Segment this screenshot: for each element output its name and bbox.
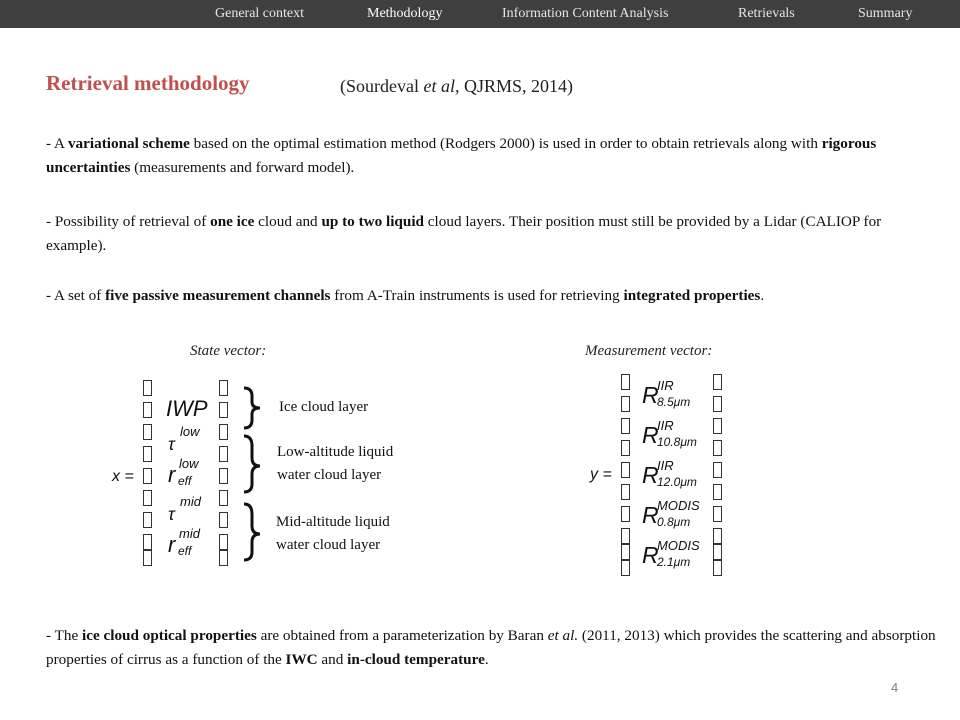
matrix-bracket-glyph bbox=[143, 490, 152, 506]
matrix-bracket-glyph bbox=[713, 560, 722, 576]
matrix-bracket-glyph bbox=[621, 560, 630, 576]
matrix-bracket-glyph bbox=[621, 396, 630, 412]
measurement-entry-iir-8-5 bbox=[642, 378, 712, 412]
p2-bold-2: up to two liquid bbox=[321, 213, 424, 230]
nav-item-methodology[interactable]: Methodology bbox=[367, 6, 443, 21]
p1-text-2: based on the optimal estimation method (Rodgers 2000) is used in order to obtain retrievals along with bbox=[189, 135, 822, 152]
top-nav-bar bbox=[0, 0, 960, 28]
matrix-bracket-glyph bbox=[713, 484, 722, 500]
matrix-bracket-glyph bbox=[143, 468, 152, 484]
p3-bold-2: integrated properties bbox=[623, 287, 761, 304]
layer-label-low bbox=[277, 441, 393, 487]
page-number: 4 bbox=[891, 680, 899, 695]
citation-et-al: et al, bbox=[423, 76, 460, 96]
matrix-bracket-glyph bbox=[143, 424, 152, 440]
layer-label-low-line1: Low-altitude liquid bbox=[277, 444, 394, 460]
brace-ice bbox=[244, 388, 260, 428]
state-vector-symbol: x = bbox=[112, 468, 134, 485]
p2-text-3: cloud layers. Their position must still be provided by a Lidar (CALIOP for example). bbox=[46, 213, 882, 254]
reff-low-superscript: low bbox=[179, 456, 199, 471]
matrix-bracket-glyph bbox=[143, 380, 152, 396]
matrix-bracket-glyph bbox=[713, 418, 722, 434]
p4-text-4: and bbox=[317, 651, 348, 668]
p1-text-3: (measurements and forward model). bbox=[130, 159, 355, 176]
reff-subscript: eff bbox=[178, 474, 192, 488]
matrix-bracket-glyph bbox=[219, 424, 228, 440]
p1-bold-2: rigorous uncertainties bbox=[46, 135, 877, 176]
nav-item-retrievals[interactable]: Retrievals bbox=[738, 6, 795, 21]
channel-wavelength: 10.8μm bbox=[657, 435, 697, 449]
radiance-symbol: R bbox=[642, 462, 659, 488]
layer-label-low-line2: water cloud layer bbox=[277, 467, 382, 483]
channel-wavelength: 12.0μm bbox=[657, 475, 697, 489]
matrix-bracket-glyph bbox=[143, 534, 152, 550]
channel-instrument: IIR bbox=[657, 458, 674, 473]
radiance-symbol: R bbox=[642, 382, 659, 408]
state-entry-reff-low bbox=[168, 458, 218, 490]
p1-bold-1: variational scheme bbox=[67, 135, 190, 152]
p2-text-2: cloud and bbox=[254, 213, 322, 230]
state-entry-tau-mid bbox=[168, 494, 218, 528]
brace-low bbox=[244, 436, 260, 492]
matrix-bracket-glyph bbox=[713, 462, 722, 478]
matrix-bracket-glyph bbox=[219, 534, 228, 550]
p4-bold-2: IWC bbox=[285, 651, 318, 668]
matrix-bracket-glyph bbox=[713, 374, 722, 390]
channel-instrument: MODIS bbox=[657, 538, 700, 553]
matrix-bracket-glyph bbox=[621, 418, 630, 434]
layer-braces bbox=[238, 380, 268, 570]
p4-bold-1: ice cloud optical properties bbox=[82, 627, 257, 644]
state-vector-label: State vector: bbox=[190, 343, 267, 359]
state-entry-reff-mid bbox=[168, 528, 218, 560]
state-entry-iwp: IWP bbox=[166, 396, 208, 421]
tau-symbol: τ bbox=[168, 504, 175, 524]
nav-item-summary[interactable]: Summary bbox=[858, 6, 913, 21]
citation bbox=[340, 76, 573, 97]
radiance-symbol: R bbox=[642, 542, 659, 568]
matrix-bracket-glyph bbox=[713, 528, 722, 544]
p1-text-1: - A bbox=[46, 135, 68, 152]
measurement-entry-modis-2-1 bbox=[642, 538, 712, 572]
matrix-bracket-glyph bbox=[713, 544, 722, 560]
p2-text-1: - Possibility of retrieval of bbox=[46, 213, 211, 230]
nav-item-general-context[interactable]: General context bbox=[215, 6, 305, 21]
tau-low-superscript: low bbox=[180, 424, 200, 439]
measurement-entry-iir-10-8 bbox=[642, 418, 712, 452]
matrix-bracket-glyph bbox=[621, 506, 630, 522]
slide-title: Retrieval methodology bbox=[46, 71, 250, 95]
matrix-bracket-glyph bbox=[621, 462, 630, 478]
brace-mid bbox=[244, 504, 260, 560]
matrix-bracket-glyph bbox=[621, 528, 630, 544]
matrix-bracket-glyph bbox=[143, 402, 152, 418]
nav-item-information-content-analysis[interactable]: Information Content Analysis bbox=[502, 6, 669, 21]
p3-text-2: from A-Train instruments is used for retrieving bbox=[330, 287, 624, 304]
reff-subscript: eff bbox=[178, 544, 192, 558]
matrix-bracket-glyph bbox=[713, 440, 722, 456]
matrix-bracket-glyph bbox=[713, 396, 722, 412]
matrix-bracket-glyph bbox=[621, 374, 630, 390]
matrix-bracket-glyph bbox=[621, 440, 630, 456]
matrix-bracket-glyph bbox=[143, 550, 152, 566]
paragraph-measurement-channels bbox=[46, 284, 946, 308]
matrix-bracket-glyph bbox=[143, 512, 152, 528]
channel-instrument: IIR bbox=[657, 418, 674, 433]
measurement-vector-symbol: y = bbox=[590, 466, 612, 483]
channel-wavelength: 2.1μm bbox=[657, 555, 691, 569]
citation-post: QJRMS, 2014) bbox=[459, 76, 574, 96]
matrix-bracket-glyph bbox=[219, 446, 228, 462]
paragraph-cloud-layers bbox=[46, 210, 926, 258]
channel-wavelength: 8.5μm bbox=[657, 395, 691, 409]
channel-instrument: IIR bbox=[657, 378, 674, 393]
p4-text-1: - The bbox=[46, 627, 82, 644]
p3-text-3: . bbox=[760, 287, 765, 304]
p4-italic-1: et al. bbox=[547, 627, 579, 644]
citation-pre: (Sourdeval bbox=[340, 76, 424, 96]
matrix-bracket-glyph bbox=[219, 512, 228, 528]
channel-wavelength: 0.8μm bbox=[657, 515, 691, 529]
channel-instrument: MODIS bbox=[657, 498, 700, 513]
measurement-vector-label: Measurement vector: bbox=[585, 343, 713, 359]
matrix-bracket-glyph bbox=[621, 544, 630, 560]
matrix-bracket-glyph bbox=[219, 380, 228, 396]
tau-mid-superscript: mid bbox=[180, 494, 201, 509]
paragraph-optical-properties bbox=[46, 624, 936, 672]
layer-label-mid-line1: Mid-altitude liquid bbox=[276, 514, 390, 530]
matrix-bracket-glyph bbox=[621, 484, 630, 500]
radiance-symbol: R bbox=[642, 422, 659, 448]
matrix-bracket-glyph bbox=[143, 446, 152, 462]
radiance-symbol: R bbox=[642, 502, 659, 528]
matrix-bracket-glyph bbox=[219, 402, 228, 418]
p2-bold-1: one ice bbox=[210, 213, 255, 230]
p4-text-2: are obtained from a parameterization by Baran bbox=[256, 627, 548, 644]
state-entry-tau-low bbox=[168, 424, 218, 458]
matrix-bracket-glyph bbox=[219, 490, 228, 506]
layer-label-mid-line2: water cloud layer bbox=[276, 537, 381, 553]
layer-label-mid bbox=[276, 511, 390, 557]
matrix-bracket-glyph bbox=[219, 550, 228, 566]
p4-text-5: . bbox=[484, 651, 489, 668]
r-symbol: r bbox=[168, 462, 176, 487]
matrix-bracket-glyph bbox=[713, 506, 722, 522]
p3-bold-1: five passive measurement channels bbox=[105, 287, 331, 304]
matrix-bracket-glyph bbox=[219, 468, 228, 484]
p3-text-1: - A set of bbox=[46, 287, 106, 304]
r-symbol: r bbox=[168, 532, 176, 557]
layer-label-ice: Ice cloud layer bbox=[279, 399, 369, 415]
p4-text-3: (2011, 2013) which provides the scattering and absorption properties of cirrus as a function of the bbox=[46, 627, 936, 668]
measurement-entry-iir-12-0 bbox=[642, 458, 712, 492]
measurement-entry-modis-0-8 bbox=[642, 498, 712, 532]
reff-mid-superscript: mid bbox=[179, 526, 200, 541]
paragraph-variational-scheme bbox=[46, 132, 926, 180]
tau-symbol: τ bbox=[168, 434, 175, 454]
p4-bold-3: in-cloud temperature bbox=[347, 651, 485, 668]
